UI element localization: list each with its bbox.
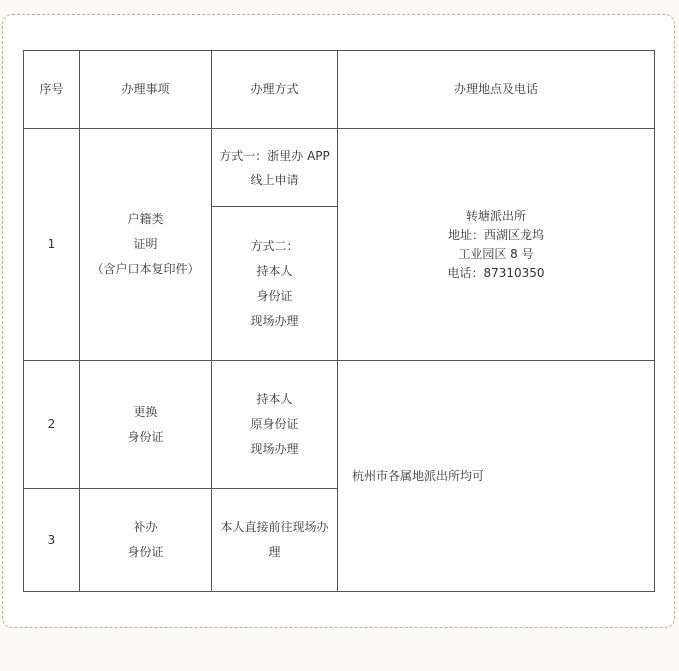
row-3-index: 3 [24,489,80,592]
row-2-item-line: 身份证 [127,429,164,444]
row-1-place-line: 工业园区 8 号 [458,246,534,261]
row-2-item [80,361,212,489]
row-2-method-line: 现场办理 [250,442,299,456]
row-3-method: 本人直接前往现场办理 [212,489,338,592]
table-header-row [24,51,655,129]
header-index: 序号 [24,51,80,129]
row-1-method-1: 方式一：浙里办 APP 线上申请 [212,129,338,207]
row-3-item-line: 补办 [133,520,158,534]
header-item: 办理事项 [80,51,212,129]
row-1-item-line: 证明 [133,237,158,251]
row-2-method-line: 原身份证 [250,417,299,431]
row-1-method-2-line: 现场办理 [250,313,299,328]
row-2-method-line: 持本人 [256,392,293,406]
shared-place: 杭州市各属地派出所均可 [338,361,655,592]
row-1-place-line: 地址：西湖区龙坞 [447,227,544,242]
row-1-item [80,129,212,361]
header-method: 办理方式 [212,51,338,129]
row-1-index: 1 [24,129,80,361]
row-2-method [212,361,338,489]
row-1-method-2-line: 持本人 [256,263,293,278]
row-1-place-line: 电话：87310350 [447,265,545,280]
row-3-item-line: 身份证 [127,545,164,559]
row-1-item-line: 户籍类 [127,212,164,226]
row-1-method-2-line: 方式二： [250,238,299,253]
row-1-item-line: （含户口本复印件） [91,262,200,276]
row-2-index: 2 [24,361,80,489]
service-table [23,50,655,592]
row-2-item-line: 更换 [133,404,158,419]
row-1-place [338,129,655,361]
row-1-method-2-line: 身份证 [256,288,293,303]
table-row [24,361,655,489]
table-row [24,129,655,207]
row-1-place-line: 转塘派出所 [465,208,526,223]
row-1-method-2 [212,207,338,361]
row-3-item [80,489,212,592]
header-place: 办理地点及电话 [338,51,655,129]
